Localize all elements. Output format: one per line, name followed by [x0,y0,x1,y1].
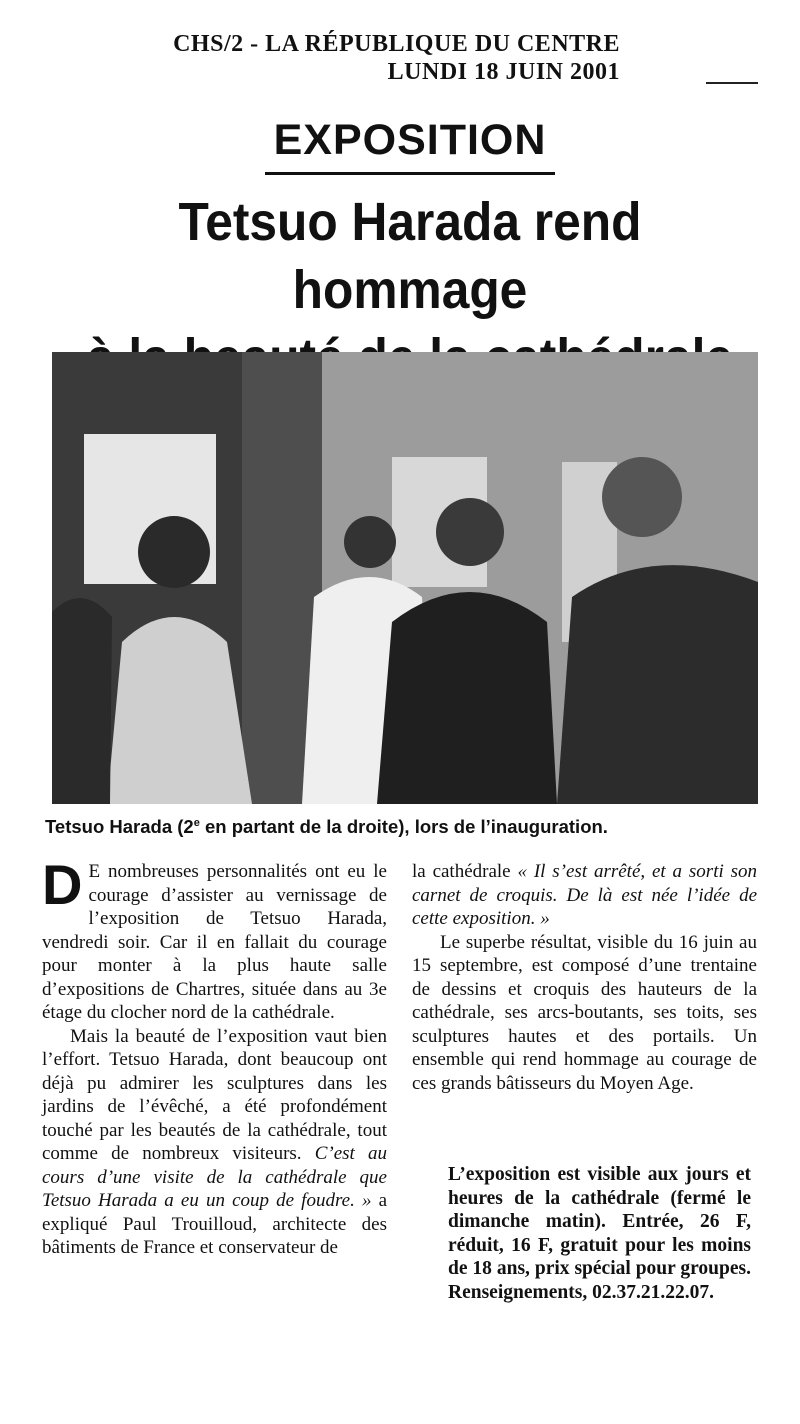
continued-quote: « Il s’est arrêté, et a sorti son carnet de croquis. De là est née l’idée de cette exposition. » [412,861,757,929]
section-rubric: EXPOSITION [273,116,547,164]
header-rule [706,82,758,84]
publication-name: CHS/2 - LA RÉPUBLIQUE DU CENTRE [173,31,620,57]
caption-text-2: en partant de la droite), lors de l’inauguration. [199,816,608,837]
headline-line-1: Tetsuo Harada rend hommage [178,192,642,320]
article-column-2 [412,860,757,1095]
caption-text-1: Tetsuo Harada (2 [45,816,194,837]
paragraph-3: Le superbe résultat, visible du 16 juin au 15 septembre, est composé d’une trentaine de dessins et croquis des hauteurs de la cathédrale, ses arcs-boutants, ses toits, ses sculptures hautes et des portails. Un ensemble qui rend hommage au courage de ces grands bâtisseurs du Moyen Age. [412,931,757,1094]
article-photo [52,352,758,804]
paragraph-2-text: Mais la beauté de l’exposition vaut bien l’effort. Tetsuo Harada, dont beaucoup ont déjà pu admirer les sculptures dans les jardins de l’évêché, a été profondément touché par les beautés de la cathédrale, tout comme de nombreux visiteurs. [42,1025,387,1164]
rubric-underline [265,172,555,175]
paragraph-continued [412,860,757,931]
caption-superscript: e [193,816,200,829]
photo-illustration [52,352,758,804]
publication-date: LUNDI 18 JUIN 2001 [387,59,620,85]
paragraph-2 [42,1025,387,1260]
drop-cap: D [42,853,83,916]
paragraph-2-after: a expliqué Paul Trouilloud, architecte des bâtiments de France et conservateur de [42,1190,388,1258]
photo-caption [45,816,765,838]
paragraph-1 [42,853,387,1025]
paragraph-1-text: E nombreuses personnalités ont eu le courage d’assister au vernissage de l’exposition de Tetsuo Harada, vendredi soir. Car il en fallait du courage pour monter à la plus haute salle d’expositions de Chartres, située dans au 3e étage du clocher nord de la cathédrale. [42,861,387,1023]
article-column-1 [42,853,388,1260]
continued-text: la cathédrale [412,861,518,882]
practical-info: L’exposition est visible aux jours et heures de la cathédrale (fermé le dimanche matin). Entrée, 26 F, réduit, 16 F, gratuit pour les moins de 18 ans, prix spécial pour groupes. Renseignements, 02.37.21.22.07. [448,1164,751,1303]
newspaper-header [173,30,620,86]
paragraph-2-quote: C’est au cours d’une visite de la cathédrale que Tetsuo Harada a eu un coup de foudre. » [42,1143,387,1211]
